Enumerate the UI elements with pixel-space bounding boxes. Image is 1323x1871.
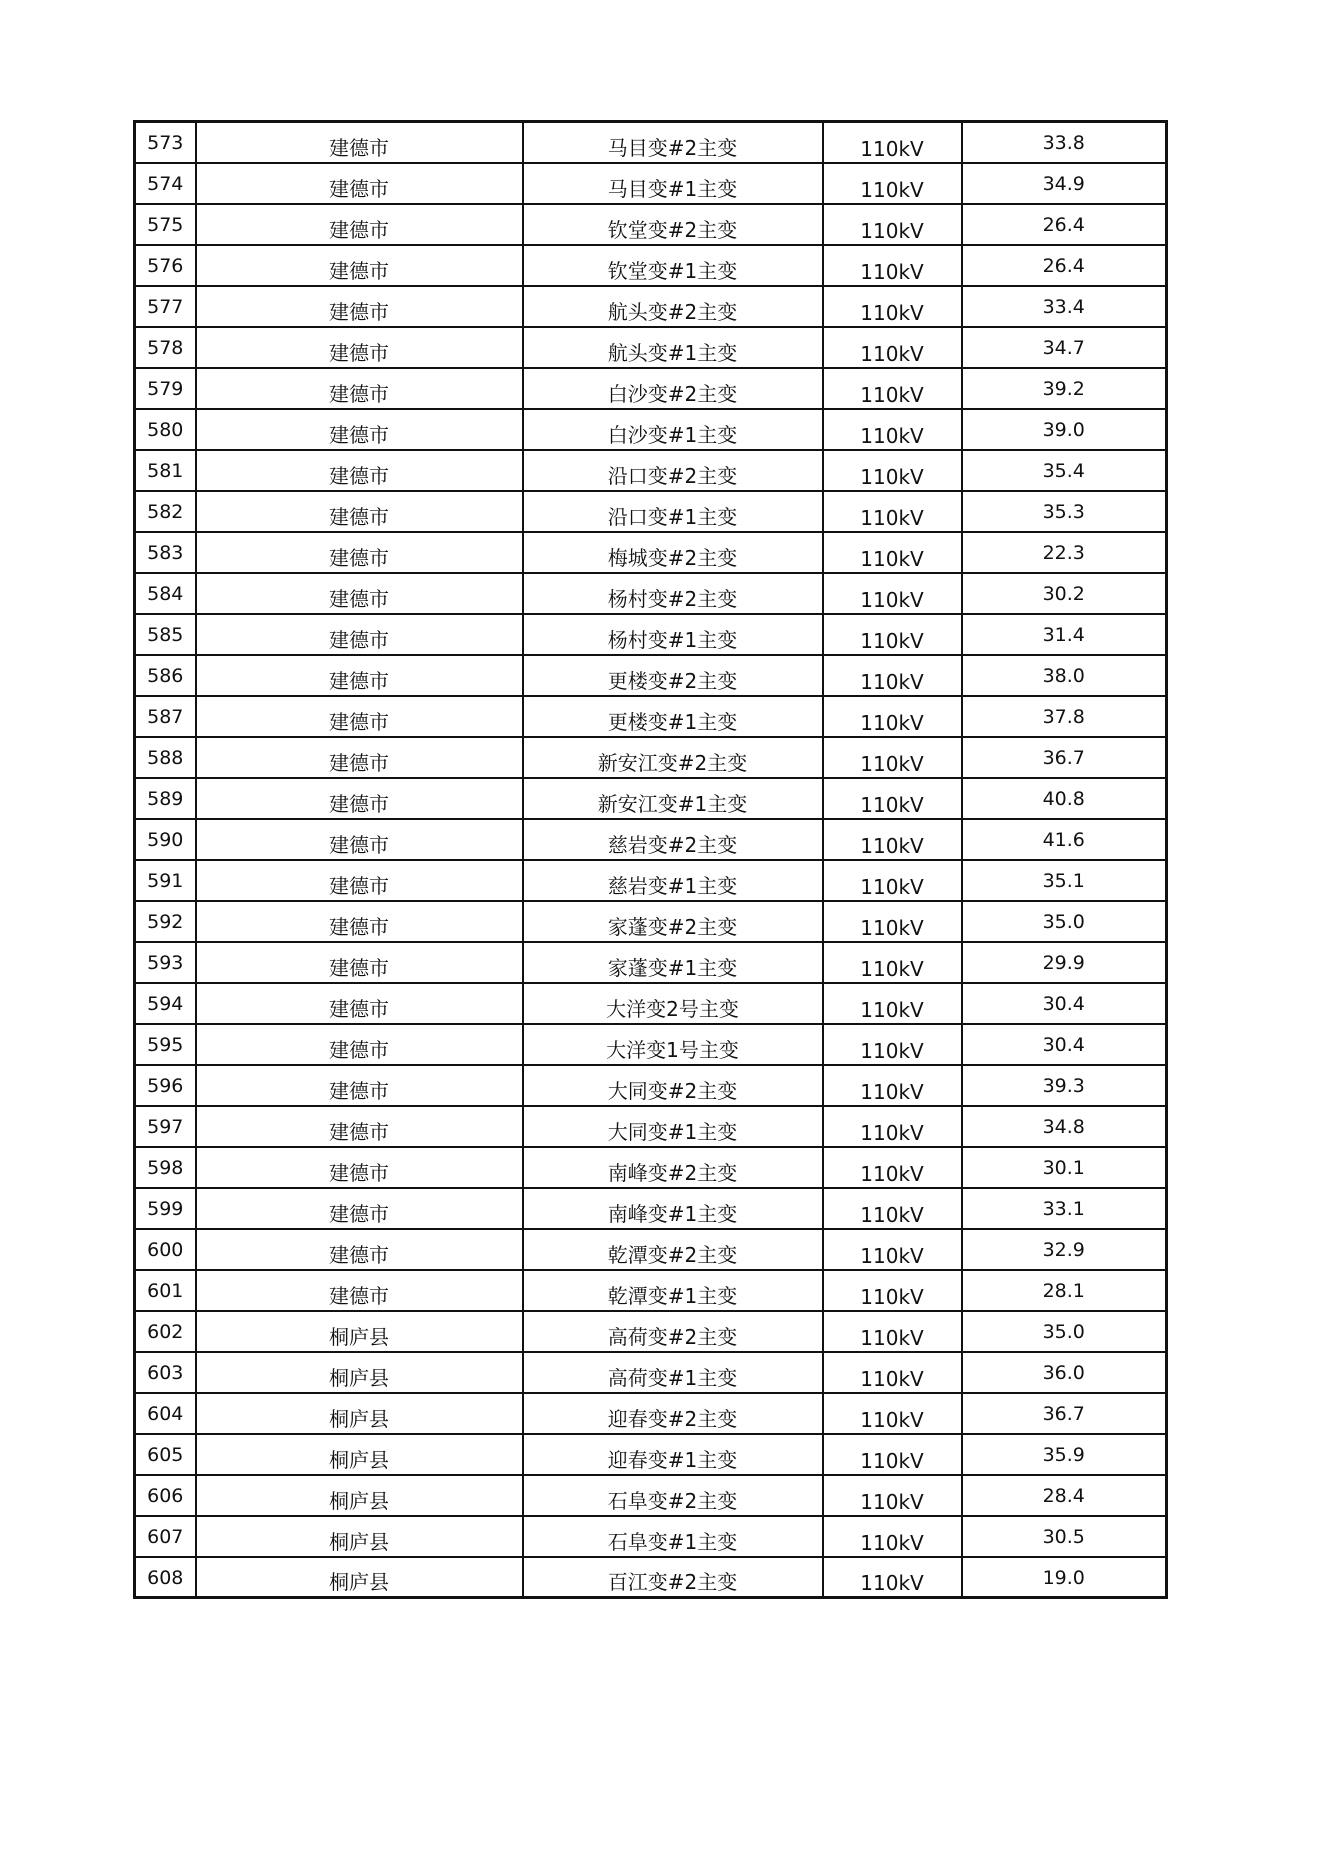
table-row xyxy=(135,204,1167,245)
voltage-cell: 110kV xyxy=(823,286,962,327)
row-number-cell: 591 xyxy=(135,860,196,901)
value-cell: 34.8 xyxy=(962,1106,1167,1147)
value-cell: 26.4 xyxy=(962,245,1167,286)
voltage-cell: 110kV xyxy=(823,1311,962,1352)
area-cell: 建德市 xyxy=(196,1065,523,1106)
voltage-cell: 110kV xyxy=(823,573,962,614)
transformer-name-cell: 杨村变#1主变 xyxy=(523,614,823,655)
row-number-cell: 593 xyxy=(135,942,196,983)
voltage-cell: 110kV xyxy=(823,1065,962,1106)
area-cell: 建德市 xyxy=(196,286,523,327)
area-cell: 建德市 xyxy=(196,245,523,286)
row-number-cell: 605 xyxy=(135,1434,196,1475)
transformer-name-cell: 石阜变#2主变 xyxy=(523,1475,823,1516)
value-cell: 22.3 xyxy=(962,532,1167,573)
area-cell: 桐庐县 xyxy=(196,1516,523,1557)
table-row xyxy=(135,614,1167,655)
table-row xyxy=(135,286,1167,327)
transformer-name-cell: 马目变#2主变 xyxy=(523,122,823,163)
area-cell: 建德市 xyxy=(196,532,523,573)
voltage-cell: 110kV xyxy=(823,1475,962,1516)
transformer-name-cell: 钦堂变#2主变 xyxy=(523,204,823,245)
area-cell: 桐庐县 xyxy=(196,1311,523,1352)
area-cell: 建德市 xyxy=(196,655,523,696)
row-number-cell: 602 xyxy=(135,1311,196,1352)
row-number-cell: 579 xyxy=(135,368,196,409)
table-row xyxy=(135,1229,1167,1270)
transformer-name-cell: 南峰变#1主变 xyxy=(523,1188,823,1229)
row-number-cell: 608 xyxy=(135,1557,196,1598)
transformer-name-cell: 百江变#2主变 xyxy=(523,1557,823,1598)
transformer-name-cell: 大同变#2主变 xyxy=(523,1065,823,1106)
table-row xyxy=(135,1352,1167,1393)
area-cell: 桐庐县 xyxy=(196,1475,523,1516)
area-cell: 建德市 xyxy=(196,573,523,614)
row-number-cell: 576 xyxy=(135,245,196,286)
value-cell: 39.0 xyxy=(962,409,1167,450)
row-number-cell: 599 xyxy=(135,1188,196,1229)
table-row xyxy=(135,122,1167,163)
row-number-cell: 586 xyxy=(135,655,196,696)
row-number-cell: 600 xyxy=(135,1229,196,1270)
area-cell: 建德市 xyxy=(196,122,523,163)
value-cell: 28.1 xyxy=(962,1270,1167,1311)
value-cell: 39.2 xyxy=(962,368,1167,409)
transformer-name-cell: 高荷变#1主变 xyxy=(523,1352,823,1393)
transformer-name-cell: 梅城变#2主变 xyxy=(523,532,823,573)
voltage-cell: 110kV xyxy=(823,204,962,245)
transformer-name-cell: 家蓬变#2主变 xyxy=(523,901,823,942)
value-cell: 30.5 xyxy=(962,1516,1167,1557)
transformer-name-cell: 慈岩变#2主变 xyxy=(523,819,823,860)
row-number-cell: 590 xyxy=(135,819,196,860)
voltage-cell: 110kV xyxy=(823,1393,962,1434)
transformer-name-cell: 乾潭变#2主变 xyxy=(523,1229,823,1270)
voltage-cell: 110kV xyxy=(823,122,962,163)
transformer-name-cell: 大洋变1号主变 xyxy=(523,1024,823,1065)
transformer-name-cell: 家蓬变#1主变 xyxy=(523,942,823,983)
voltage-cell: 110kV xyxy=(823,163,962,204)
voltage-cell: 110kV xyxy=(823,532,962,573)
value-cell: 36.7 xyxy=(962,737,1167,778)
area-cell: 建德市 xyxy=(196,942,523,983)
transformer-name-cell: 白沙变#1主变 xyxy=(523,409,823,450)
value-cell: 34.7 xyxy=(962,327,1167,368)
row-number-cell: 574 xyxy=(135,163,196,204)
row-number-cell: 592 xyxy=(135,901,196,942)
voltage-cell: 110kV xyxy=(823,1229,962,1270)
row-number-cell: 589 xyxy=(135,778,196,819)
transformer-name-cell: 更楼变#2主变 xyxy=(523,655,823,696)
table-row xyxy=(135,1270,1167,1311)
row-number-cell: 606 xyxy=(135,1475,196,1516)
value-cell: 30.1 xyxy=(962,1147,1167,1188)
row-number-cell: 580 xyxy=(135,409,196,450)
voltage-cell: 110kV xyxy=(823,1106,962,1147)
transformer-name-cell: 大洋变2号主变 xyxy=(523,983,823,1024)
row-number-cell: 577 xyxy=(135,286,196,327)
area-cell: 建德市 xyxy=(196,1106,523,1147)
voltage-cell: 110kV xyxy=(823,1352,962,1393)
value-cell: 36.7 xyxy=(962,1393,1167,1434)
transformer-name-cell: 高荷变#2主变 xyxy=(523,1311,823,1352)
voltage-cell: 110kV xyxy=(823,655,962,696)
area-cell: 建德市 xyxy=(196,737,523,778)
row-number-cell: 587 xyxy=(135,696,196,737)
row-number-cell: 588 xyxy=(135,737,196,778)
voltage-cell: 110kV xyxy=(823,1147,962,1188)
value-cell: 32.9 xyxy=(962,1229,1167,1270)
table-row xyxy=(135,163,1167,204)
value-cell: 26.4 xyxy=(962,204,1167,245)
transformer-name-cell: 马目变#1主变 xyxy=(523,163,823,204)
table-row xyxy=(135,1475,1167,1516)
voltage-cell: 110kV xyxy=(823,491,962,532)
table-row xyxy=(135,942,1167,983)
value-cell: 30.4 xyxy=(962,1024,1167,1065)
area-cell: 建德市 xyxy=(196,327,523,368)
table-row xyxy=(135,1393,1167,1434)
value-cell: 36.0 xyxy=(962,1352,1167,1393)
table-body xyxy=(135,122,1167,1598)
value-cell: 35.9 xyxy=(962,1434,1167,1475)
table-row xyxy=(135,409,1167,450)
value-cell: 35.4 xyxy=(962,450,1167,491)
transformer-table xyxy=(133,120,1168,1599)
area-cell: 建德市 xyxy=(196,368,523,409)
table-row xyxy=(135,1147,1167,1188)
value-cell: 41.6 xyxy=(962,819,1167,860)
area-cell: 建德市 xyxy=(196,860,523,901)
voltage-cell: 110kV xyxy=(823,942,962,983)
row-number-cell: 603 xyxy=(135,1352,196,1393)
transformer-name-cell: 白沙变#2主变 xyxy=(523,368,823,409)
value-cell: 33.8 xyxy=(962,122,1167,163)
voltage-cell: 110kV xyxy=(823,1270,962,1311)
table-row xyxy=(135,860,1167,901)
area-cell: 建德市 xyxy=(196,778,523,819)
area-cell: 建德市 xyxy=(196,901,523,942)
row-number-cell: 578 xyxy=(135,327,196,368)
transformer-name-cell: 航头变#1主变 xyxy=(523,327,823,368)
voltage-cell: 110kV xyxy=(823,983,962,1024)
voltage-cell: 110kV xyxy=(823,245,962,286)
area-cell: 建德市 xyxy=(196,1188,523,1229)
transformer-name-cell: 杨村变#2主变 xyxy=(523,573,823,614)
table-row xyxy=(135,245,1167,286)
row-number-cell: 583 xyxy=(135,532,196,573)
row-number-cell: 596 xyxy=(135,1065,196,1106)
table-row xyxy=(135,327,1167,368)
table-row xyxy=(135,532,1167,573)
area-cell: 桐庐县 xyxy=(196,1352,523,1393)
value-cell: 28.4 xyxy=(962,1475,1167,1516)
voltage-cell: 110kV xyxy=(823,409,962,450)
area-cell: 建德市 xyxy=(196,983,523,1024)
area-cell: 建德市 xyxy=(196,1024,523,1065)
row-number-cell: 585 xyxy=(135,614,196,655)
table-row xyxy=(135,1024,1167,1065)
row-number-cell: 601 xyxy=(135,1270,196,1311)
row-number-cell: 575 xyxy=(135,204,196,245)
transformer-name-cell: 石阜变#1主变 xyxy=(523,1516,823,1557)
value-cell: 35.0 xyxy=(962,1311,1167,1352)
value-cell: 37.8 xyxy=(962,696,1167,737)
area-cell: 建德市 xyxy=(196,614,523,655)
value-cell: 34.9 xyxy=(962,163,1167,204)
area-cell: 建德市 xyxy=(196,163,523,204)
value-cell: 40.8 xyxy=(962,778,1167,819)
voltage-cell: 110kV xyxy=(823,1516,962,1557)
voltage-cell: 110kV xyxy=(823,327,962,368)
area-cell: 建德市 xyxy=(196,1229,523,1270)
value-cell: 35.1 xyxy=(962,860,1167,901)
transformer-name-cell: 沿口变#1主变 xyxy=(523,491,823,532)
transformer-name-cell: 新安江变#1主变 xyxy=(523,778,823,819)
table-row xyxy=(135,983,1167,1024)
transformer-name-cell: 钦堂变#1主变 xyxy=(523,245,823,286)
transformer-name-cell: 南峰变#2主变 xyxy=(523,1147,823,1188)
table-row xyxy=(135,491,1167,532)
voltage-cell: 110kV xyxy=(823,737,962,778)
row-number-cell: 598 xyxy=(135,1147,196,1188)
voltage-cell: 110kV xyxy=(823,819,962,860)
voltage-cell: 110kV xyxy=(823,614,962,655)
area-cell: 建德市 xyxy=(196,204,523,245)
row-number-cell: 597 xyxy=(135,1106,196,1147)
row-number-cell: 573 xyxy=(135,122,196,163)
row-number-cell: 604 xyxy=(135,1393,196,1434)
transformer-name-cell: 迎春变#2主变 xyxy=(523,1393,823,1434)
table-row xyxy=(135,819,1167,860)
value-cell: 29.9 xyxy=(962,942,1167,983)
area-cell: 建德市 xyxy=(196,819,523,860)
row-number-cell: 582 xyxy=(135,491,196,532)
value-cell: 38.0 xyxy=(962,655,1167,696)
row-number-cell: 584 xyxy=(135,573,196,614)
table-row xyxy=(135,1106,1167,1147)
table-row xyxy=(135,901,1167,942)
table-row xyxy=(135,1065,1167,1106)
voltage-cell: 110kV xyxy=(823,778,962,819)
table-row xyxy=(135,696,1167,737)
table-row xyxy=(135,1311,1167,1352)
data-table-container xyxy=(133,120,1165,1599)
voltage-cell: 110kV xyxy=(823,860,962,901)
voltage-cell: 110kV xyxy=(823,1024,962,1065)
voltage-cell: 110kV xyxy=(823,368,962,409)
area-cell: 建德市 xyxy=(196,491,523,532)
transformer-name-cell: 大同变#1主变 xyxy=(523,1106,823,1147)
voltage-cell: 110kV xyxy=(823,696,962,737)
table-row xyxy=(135,1434,1167,1475)
area-cell: 建德市 xyxy=(196,1270,523,1311)
transformer-name-cell: 航头变#2主变 xyxy=(523,286,823,327)
table-row xyxy=(135,1516,1167,1557)
table-row xyxy=(135,778,1167,819)
area-cell: 建德市 xyxy=(196,409,523,450)
area-cell: 建德市 xyxy=(196,1147,523,1188)
row-number-cell: 607 xyxy=(135,1516,196,1557)
transformer-name-cell: 乾潭变#1主变 xyxy=(523,1270,823,1311)
value-cell: 39.3 xyxy=(962,1065,1167,1106)
voltage-cell: 110kV xyxy=(823,1188,962,1229)
value-cell: 35.0 xyxy=(962,901,1167,942)
voltage-cell: 110kV xyxy=(823,1557,962,1598)
table-row xyxy=(135,1188,1167,1229)
value-cell: 35.3 xyxy=(962,491,1167,532)
voltage-cell: 110kV xyxy=(823,1434,962,1475)
transformer-name-cell: 更楼变#1主变 xyxy=(523,696,823,737)
table-row xyxy=(135,450,1167,491)
value-cell: 30.2 xyxy=(962,573,1167,614)
table-row xyxy=(135,737,1167,778)
transformer-name-cell: 慈岩变#1主变 xyxy=(523,860,823,901)
area-cell: 桐庐县 xyxy=(196,1557,523,1598)
area-cell: 桐庐县 xyxy=(196,1393,523,1434)
area-cell: 桐庐县 xyxy=(196,1434,523,1475)
voltage-cell: 110kV xyxy=(823,901,962,942)
value-cell: 30.4 xyxy=(962,983,1167,1024)
voltage-cell: 110kV xyxy=(823,450,962,491)
row-number-cell: 595 xyxy=(135,1024,196,1065)
transformer-name-cell: 新安江变#2主变 xyxy=(523,737,823,778)
row-number-cell: 594 xyxy=(135,983,196,1024)
value-cell: 33.1 xyxy=(962,1188,1167,1229)
area-cell: 建德市 xyxy=(196,696,523,737)
value-cell: 33.4 xyxy=(962,286,1167,327)
area-cell: 建德市 xyxy=(196,450,523,491)
value-cell: 31.4 xyxy=(962,614,1167,655)
table-row xyxy=(135,573,1167,614)
table-row xyxy=(135,368,1167,409)
value-cell: 19.0 xyxy=(962,1557,1167,1598)
table-row xyxy=(135,655,1167,696)
table-row xyxy=(135,1557,1167,1598)
row-number-cell: 581 xyxy=(135,450,196,491)
transformer-name-cell: 沿口变#2主变 xyxy=(523,450,823,491)
transformer-name-cell: 迎春变#1主变 xyxy=(523,1434,823,1475)
